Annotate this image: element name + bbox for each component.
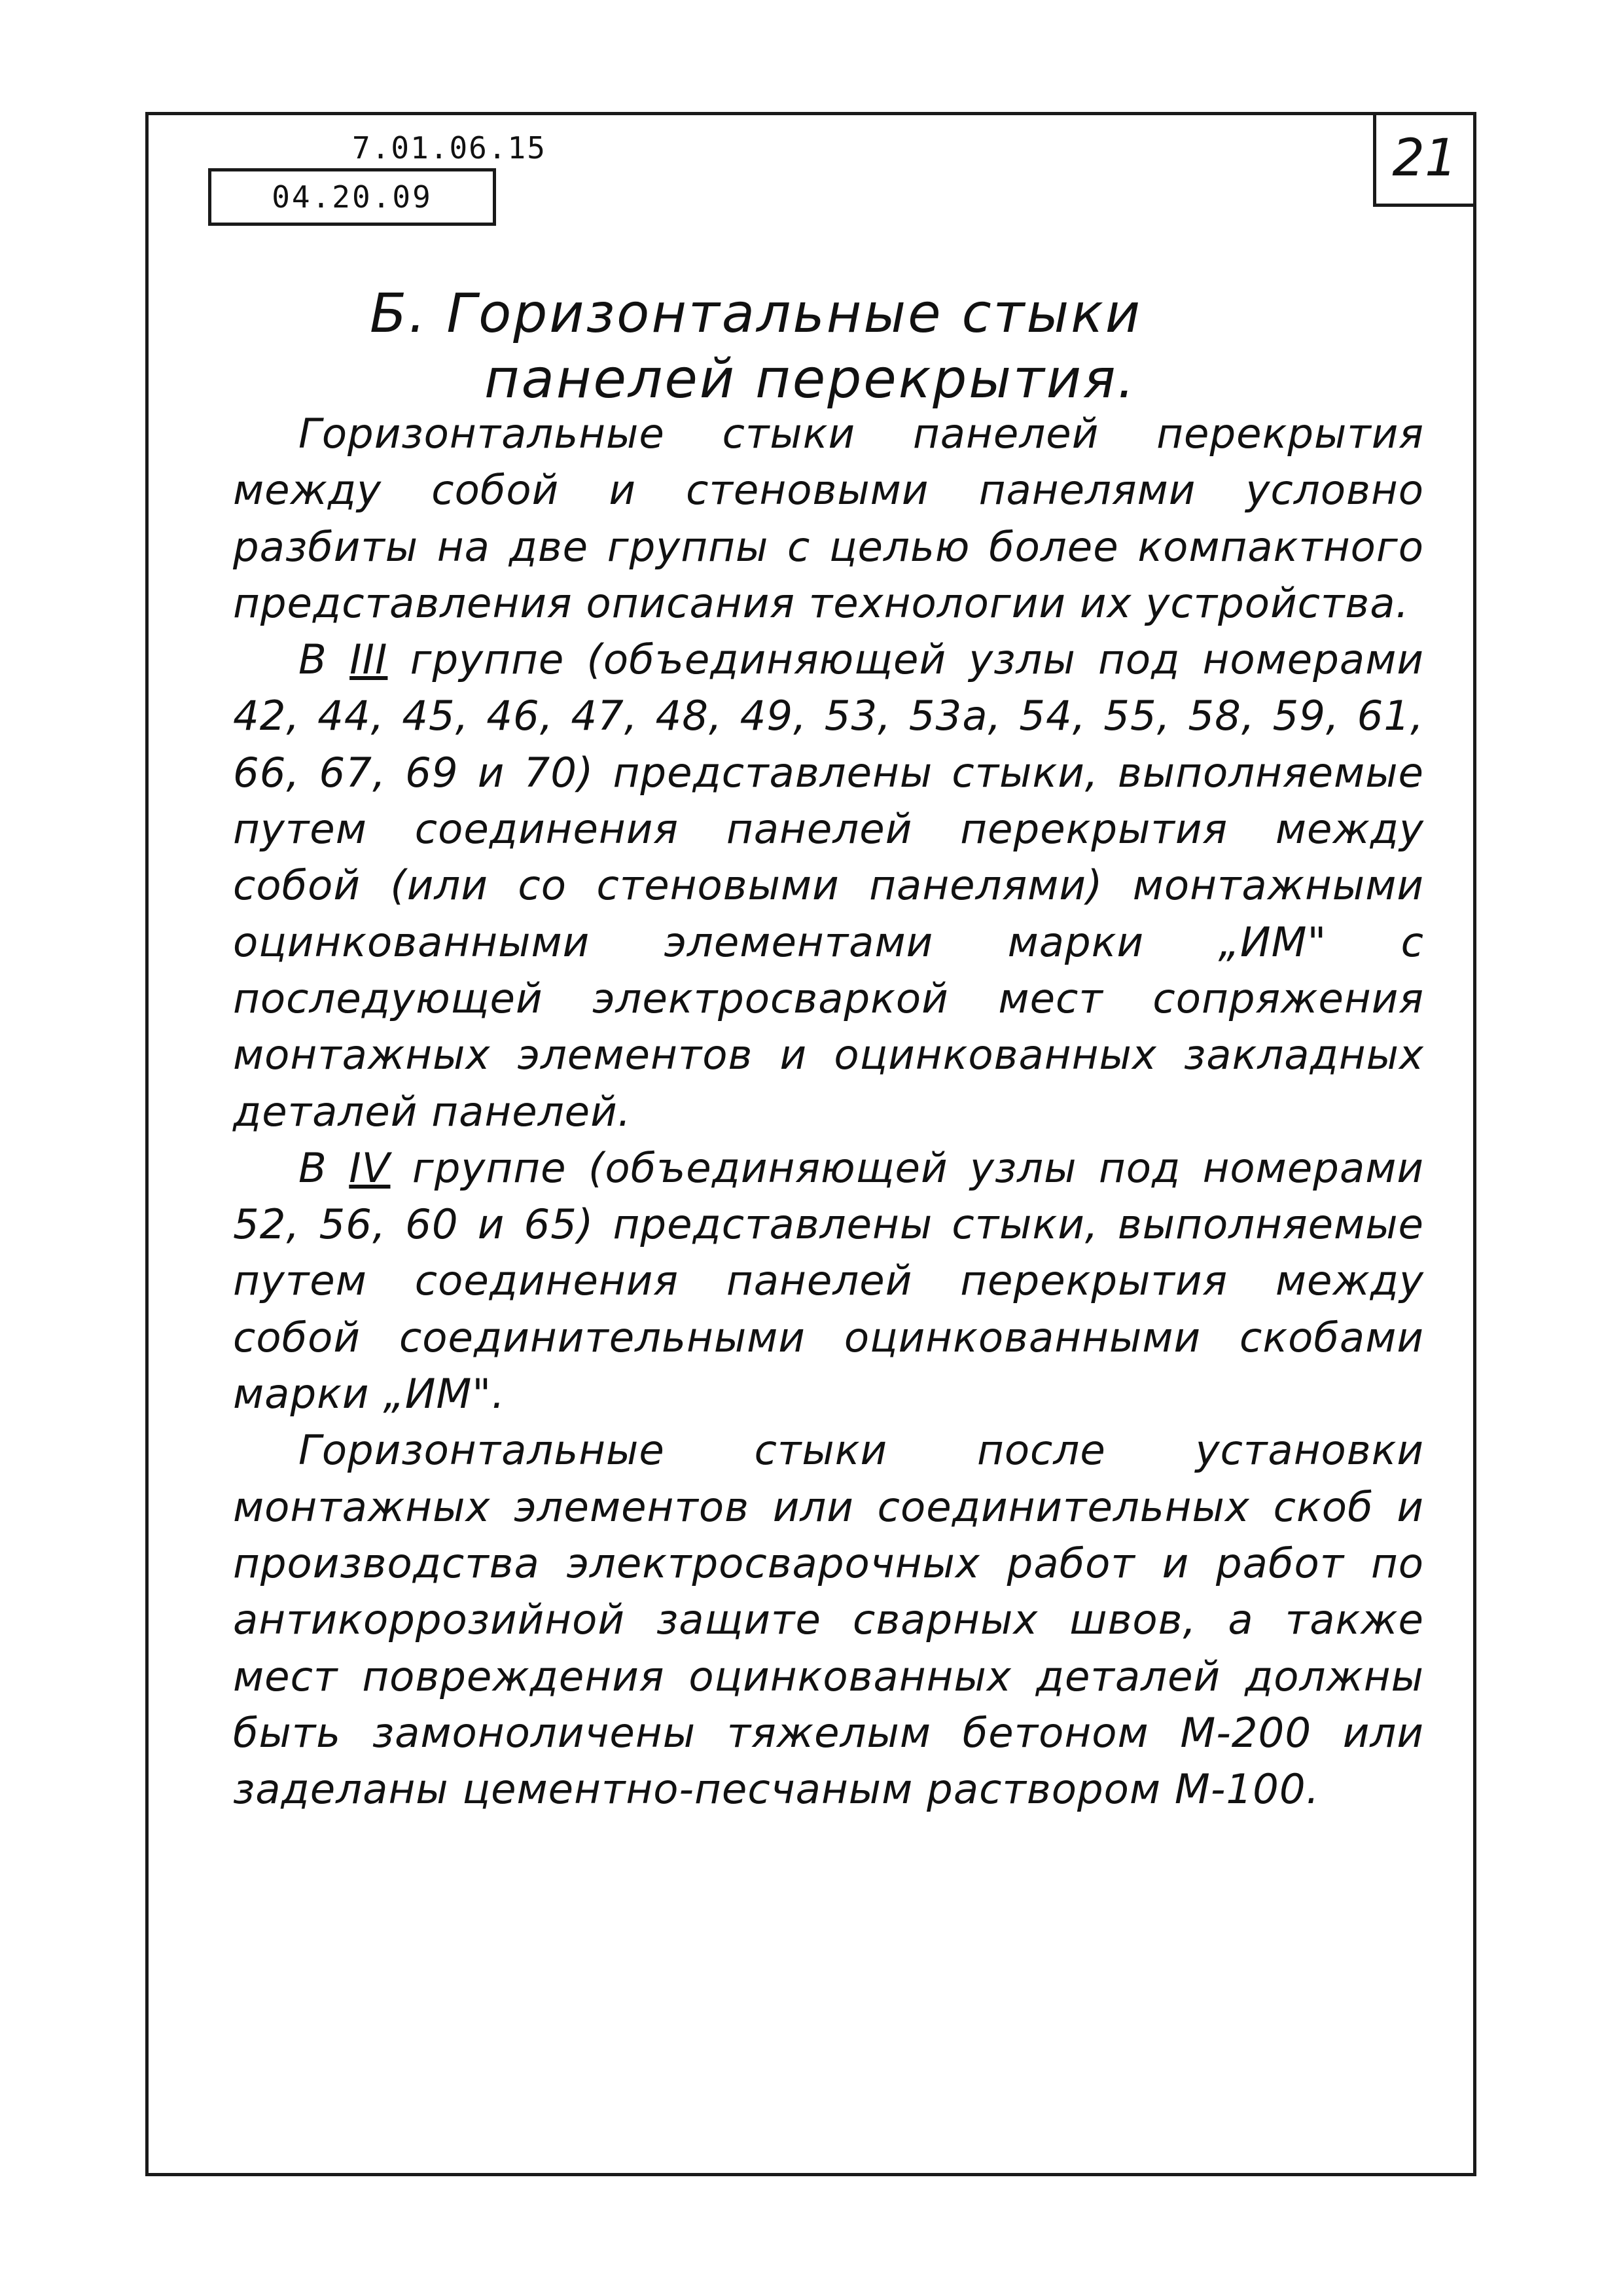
paragraph-intro — [233, 406, 1424, 632]
paragraph-sealing — [233, 1422, 1424, 1818]
paragraph-group-three — [233, 632, 1424, 1140]
group-four-numeral: IV — [349, 1143, 391, 1192]
paragraph-sealing-text: Горизонтальные стыки после установки монтажных элементов или соединительных скоб и производства электросварочных работ и работ по антикоррозийной защите сварных швов, а также мест повреждения оцинкованных деталей должны быть замоноличены тяжелым бетоном М-200 или заделаны цементно-песчаным раствором М-100. — [233, 1426, 1424, 1814]
section-heading — [288, 281, 1335, 412]
paragraph-prefix: В — [298, 636, 350, 684]
section-heading-line2: панелей перекрытия. — [484, 348, 1137, 410]
paragraph-intro-text: Горизонтальные стыки панелей перекрытия между собой и стеновыми панелями условно разбиты на две группы с целью более компактного представления описания технологии их устройства. — [233, 410, 1424, 627]
document-code-block — [208, 129, 575, 226]
page-number: 21 — [1373, 112, 1476, 207]
series-number: 7.01.06.15 — [352, 130, 546, 166]
paragraph-group-three-text: группе (объединяющей узлы под номерами 42, 44, 45, 46, 47, 48, 49, 53, 53а, 54, 55, 58, 59, 61, 66, 67, 69 и 70) представлены стыки, выполняемые путем соединения панелей перекрытия между собой (или со стеновыми панелями) монтажными оцинкованными элементами марки „ИМ" с последующей электросваркой мест сопряжения монтажных элементов и оцинкованных закладных деталей панелей. — [233, 636, 1425, 1136]
paragraph-group-four-text: группе (объединяющей узлы под номерами 52, 56, 60 и 65) представлены стыки, выполняемые путем соединения панелей перекрытия между собой соединительными оцинкованными скобами марки „ИМ". — [233, 1143, 1425, 1418]
paragraph-group-four — [233, 1140, 1424, 1422]
group-three-numeral: III — [349, 636, 388, 684]
sheet-code-box: 04.20.09 — [208, 168, 496, 226]
paragraph-prefix: В — [298, 1143, 349, 1192]
body-text — [233, 406, 1424, 1818]
section-heading-line1: Б. Горизонтальные стыки — [370, 283, 1143, 345]
